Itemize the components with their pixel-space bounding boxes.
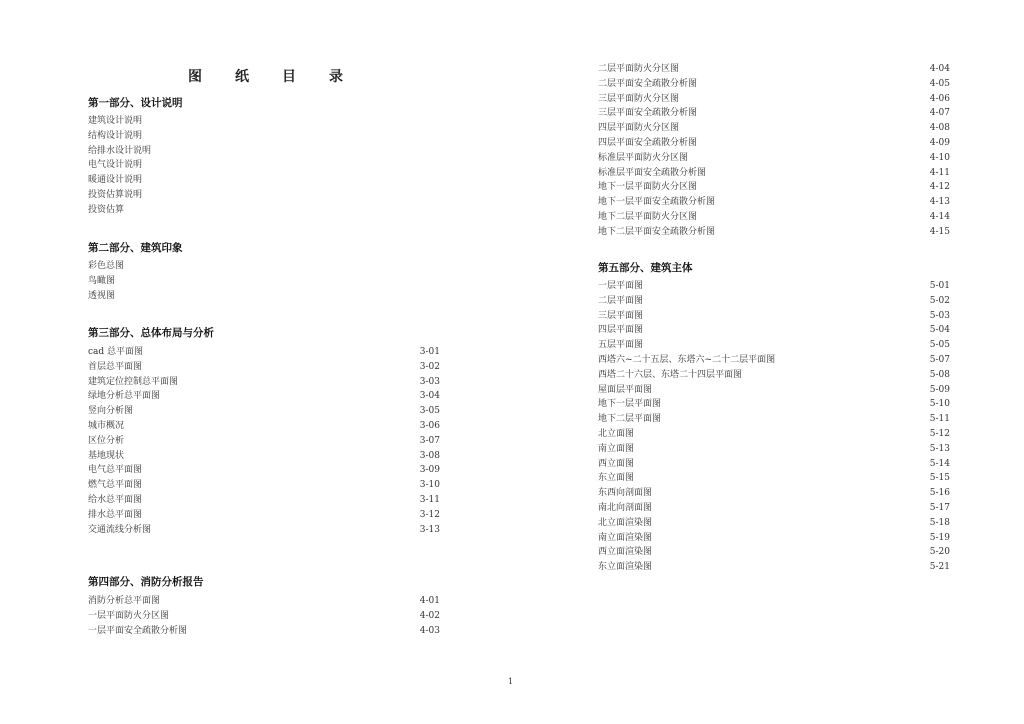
item-label: 地下一层平面安全疏散分析图 (598, 197, 716, 208)
item-label: 地下一层平面防火分区图 (598, 182, 698, 193)
item-label: 地下一层平面图 (598, 399, 662, 410)
section-list (598, 279, 950, 575)
item-label: 四层平面图 (598, 325, 644, 336)
list-item (88, 404, 440, 419)
list-item (598, 427, 950, 442)
list-item (598, 136, 950, 151)
item-number: 5-21 (929, 562, 950, 573)
list-item (598, 383, 950, 398)
list-item (88, 360, 440, 375)
list-item (88, 419, 440, 434)
item-number: 3-02 (419, 361, 440, 372)
title-char: 录 (329, 69, 343, 85)
item-number: 3-01 (419, 347, 440, 357)
item-label: 西塔二十六层、东塔二十四层平面图 (598, 369, 743, 380)
item-number: 4-05 (929, 78, 950, 89)
item-number: 5-13 (929, 443, 950, 454)
list-item (88, 375, 440, 390)
item-number: 3-09 (419, 465, 440, 476)
item-label: 二层平面图 (598, 295, 644, 306)
item-label: 东立面渲染图 (598, 562, 653, 573)
list-item (598, 210, 950, 225)
item-number: 5-01 (929, 281, 950, 291)
list-item (598, 486, 950, 501)
item-label: 东立面图 (598, 473, 635, 484)
page-title (188, 66, 376, 86)
list-item (88, 449, 440, 464)
section-heading-4: 第四部分、消防分析报告 (88, 576, 204, 588)
item-label: 北立面图 (598, 428, 635, 439)
item-number: 4-13 (929, 197, 950, 208)
list-item (88, 345, 440, 360)
list-item (598, 442, 950, 457)
list-item (88, 173, 440, 188)
item-label: 地下二层平面安全疏散分析图 (598, 226, 716, 237)
list-item (598, 471, 950, 486)
list-item (88, 114, 440, 129)
item-number: 4-09 (929, 137, 950, 148)
item-number: 4-07 (929, 108, 950, 119)
item-number: 5-11 (929, 414, 950, 425)
list-item (598, 180, 950, 195)
item-label: 二层平面安全疏散分析图 (598, 78, 698, 89)
list-item (88, 609, 440, 624)
item-number: 5-02 (929, 295, 950, 306)
list-item (88, 523, 440, 538)
item-label: 西塔六~二十五层、东塔六~二十二层平面图 (598, 354, 776, 365)
item-number: 3-12 (419, 509, 440, 520)
title-char: 目 (282, 69, 296, 85)
item-number: 4-10 (929, 152, 950, 163)
section-heading-1: 第一部分、设计说明 (88, 97, 183, 109)
item-label: 南立面图 (598, 443, 635, 454)
item-number: 5-09 (929, 384, 950, 395)
list-item (88, 478, 440, 493)
list-item (598, 353, 950, 368)
list-item (598, 309, 950, 324)
section-list (88, 259, 440, 303)
item-number: 4-08 (929, 123, 950, 134)
item-label: 绿地分析总平面图 (88, 391, 161, 402)
list-item (88, 493, 440, 508)
list-item (598, 457, 950, 472)
item-number: 4-01 (419, 596, 440, 606)
list-item (88, 389, 440, 404)
item-number: 5-05 (929, 340, 950, 351)
list-item (88, 158, 440, 173)
item-label: 城市概况 (88, 420, 125, 431)
item-label: 西立面渲染图 (598, 547, 653, 558)
item-label: 透视图 (88, 290, 116, 301)
item-label: 南立面渲染图 (598, 532, 653, 543)
list-item (88, 144, 440, 159)
item-number: 5-10 (929, 399, 950, 410)
item-number: 3-03 (419, 376, 440, 387)
title-char: 纸 (235, 69, 249, 85)
item-label: 投资估算 (88, 204, 125, 215)
section-heading-5: 第五部分、建筑主体 (598, 262, 693, 274)
item-label: 区位分析 (88, 435, 125, 446)
list-item (598, 397, 950, 412)
item-number: 3-08 (419, 450, 440, 461)
list-item (88, 289, 440, 304)
section-heading-3: 第三部分、总体布局与分析 (88, 327, 214, 339)
item-number: 4-11 (929, 167, 950, 178)
item-number: 5-18 (929, 517, 950, 528)
list-item (598, 501, 950, 516)
item-label: 地下二层平面图 (598, 414, 662, 425)
list-item (598, 106, 950, 121)
list-item (598, 121, 950, 136)
item-label: 三层平面安全疏散分析图 (598, 108, 698, 119)
item-number: 3-06 (419, 420, 440, 431)
list-item (598, 545, 950, 560)
section-heading-2: 第二部分、建筑印象 (88, 242, 183, 254)
list-item (88, 463, 440, 478)
list-item (598, 294, 950, 309)
item-number: 4-12 (929, 182, 950, 193)
list-item (598, 166, 950, 181)
item-number: 4-03 (419, 625, 440, 636)
item-number: 5-14 (929, 458, 950, 469)
list-item (598, 77, 950, 92)
item-label: 一层平面安全疏散分析图 (88, 625, 188, 636)
item-number: 5-12 (929, 428, 950, 439)
list-item (88, 203, 440, 218)
item-number: 4-06 (929, 93, 950, 104)
list-item (598, 412, 950, 427)
item-label: 屋面层平面图 (598, 384, 653, 395)
item-number: 4-04 (929, 64, 950, 74)
list-item (598, 560, 950, 575)
list-item (88, 434, 440, 449)
item-label: 竖向分析图 (88, 406, 134, 417)
item-label: 北立面渲染图 (598, 517, 653, 528)
item-label: 三层平面图 (598, 310, 644, 321)
list-item (88, 594, 440, 609)
item-label: 西立面图 (598, 458, 635, 469)
item-label: 交通流线分析图 (88, 524, 152, 535)
item-number: 5-19 (929, 532, 950, 543)
item-label: 四层平面防火分区图 (598, 123, 680, 134)
item-label: 结构设计说明 (88, 130, 143, 141)
item-label: 一层平面防火分区图 (88, 610, 170, 621)
section-list (598, 62, 950, 240)
item-label: 东西向剖面图 (598, 488, 653, 499)
item-label: 地下二层平面防火分区图 (598, 211, 698, 222)
item-number: 3-05 (419, 406, 440, 417)
list-item (88, 129, 440, 144)
title-char: 图 (188, 69, 202, 85)
list-item (88, 274, 440, 289)
item-number: 3-10 (419, 480, 440, 491)
item-label: 电气设计说明 (88, 160, 143, 171)
item-number: 3-04 (419, 391, 440, 402)
list-item (88, 259, 440, 274)
item-number: 5-08 (929, 369, 950, 380)
list-item (598, 368, 950, 383)
item-label: 电气总平面图 (88, 465, 143, 476)
item-label: 标准层平面安全疏散分析图 (598, 167, 707, 178)
item-number: 4-14 (929, 211, 950, 222)
list-item (598, 516, 950, 531)
item-label: 基地现状 (88, 450, 125, 461)
item-number: 3-07 (419, 435, 440, 446)
list-item (598, 151, 950, 166)
list-item (598, 279, 950, 294)
item-label: 给水总平面图 (88, 494, 143, 505)
item-label: 三层平面防火分区图 (598, 93, 680, 104)
item-number: 5-04 (929, 325, 950, 336)
section-list (88, 345, 440, 537)
item-number: 5-16 (929, 488, 950, 499)
item-label: 给排水设计说明 (88, 145, 152, 156)
list-item (598, 323, 950, 338)
item-label: 四层平面安全疏散分析图 (598, 137, 698, 148)
item-label: 一层平面图 (598, 281, 644, 291)
item-number: 3-11 (419, 494, 440, 505)
item-number: 4-02 (419, 610, 440, 621)
item-label: 南北向剖面图 (598, 502, 653, 513)
item-label: 消防分析总平面图 (88, 596, 161, 606)
section-list (88, 114, 440, 218)
item-label: 暖通设计说明 (88, 175, 143, 186)
item-label: 标准层平面防火分区图 (598, 152, 689, 163)
item-label: 燃气总平面图 (88, 480, 143, 491)
list-item (598, 531, 950, 546)
list-item (88, 188, 440, 203)
item-label: cad 总平面图 (88, 347, 144, 357)
item-number: 4-15 (929, 226, 950, 237)
item-label: 五层平面图 (598, 340, 644, 351)
item-label: 彩色总图 (88, 261, 125, 271)
page-number: 1 (508, 677, 514, 686)
item-number: 5-07 (929, 354, 950, 365)
list-item (598, 62, 950, 77)
item-number: 5-17 (929, 502, 950, 513)
list-item (598, 225, 950, 240)
item-label: 建筑设计说明 (88, 116, 143, 126)
item-number: 5-15 (929, 473, 950, 484)
list-item (598, 92, 950, 107)
item-label: 二层平面防火分区图 (598, 64, 680, 74)
list-item (598, 195, 950, 210)
item-label: 鸟瞰图 (88, 275, 116, 286)
item-label: 投资估算说明 (88, 189, 143, 200)
list-item (88, 508, 440, 523)
list-item (88, 624, 440, 639)
item-label: 建筑定位控制总平面图 (88, 376, 179, 387)
item-label: 排水总平面图 (88, 509, 143, 520)
list-item (598, 338, 950, 353)
section-list (88, 594, 440, 638)
item-number: 5-20 (929, 547, 950, 558)
item-number: 3-13 (419, 524, 440, 535)
item-label: 首层总平面图 (88, 361, 143, 372)
item-number: 5-03 (929, 310, 950, 321)
